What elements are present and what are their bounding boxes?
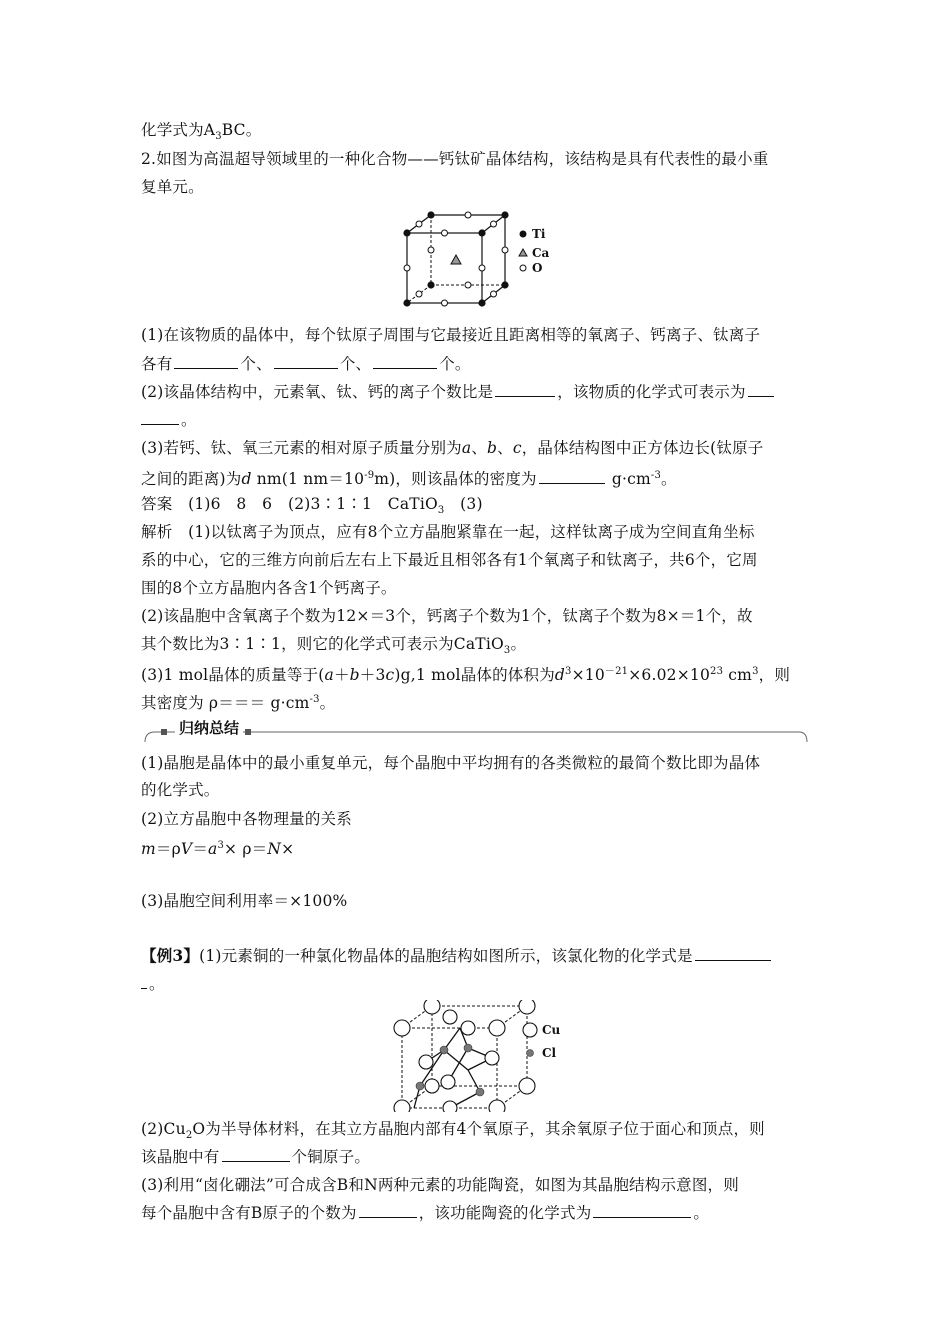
answer-blank[interactable] [373,354,437,369]
question-1-line: (1)在该物质的晶体中，每个钛原子周围与它最接近且距离相等的氧离子、钙离子、钛离子 [141,326,761,344]
question-2-line: 2.如图为高温超导领域里的一种化合物——钙钛矿晶体结构，该结构是具有代表性的最小重 [141,150,769,168]
superscript: 23 [710,666,724,677]
var-c: c [385,666,395,685]
text: 个、 [240,355,272,373]
text: 答案 (1)6 8 6 (2)3∶1∶1 CaTiO [141,495,438,513]
explanation-line: 解析 (1)以钛离子为顶点，应有8个立方晶胞紧靠在一起，这样钛离子成为空间直角坐标 [141,523,755,541]
text: 。 [661,470,677,489]
answer-blank[interactable] [141,410,179,425]
answer-blank[interactable] [222,1147,290,1162]
text: 化学式为A [141,121,216,139]
text: (1)元素铜的一种氯化物晶体的晶胞结构如图所示，该氯化物的化学式是 [199,947,693,965]
question-3-line-cont [141,465,677,490]
text: ＋ [333,666,350,685]
text: ×6.02×10 [628,666,711,685]
text: (3)1 mol晶体的质量等于( [141,666,325,685]
text: 每个晶胞中含有B原子的个数为 [141,1204,357,1222]
superscript: 3 [217,840,225,851]
perovskite-diagram [395,205,565,315]
var-n: N [267,840,282,859]
legend-o: O [532,261,543,275]
text: cm [723,666,753,685]
text: O为半导体材料，在其立方晶胞内部有4个氧原子，其余氧原子位于面心和顶点，则 [192,1120,765,1138]
example-3-part-2-cont [141,1146,370,1168]
text: × ρ＝ [224,840,268,859]
text: 。 [149,975,165,993]
answer-blank[interactable] [141,974,147,989]
text: 其密度为 ρ＝＝＝ g·cm [141,694,310,713]
text: BC。 [221,121,262,139]
text: × [281,840,295,859]
superscript: 3 [752,666,759,677]
example-3-line-cont [141,973,165,995]
var-c: c [512,439,522,457]
var-a: a [208,840,218,859]
legend-cl: Cl [542,1046,557,1060]
text: 、 [471,439,488,457]
text: nm(1 nm＝10 [251,470,365,489]
var-a: a [461,439,472,457]
example-3-part-3: (3)利用“卤化硼法”可合成含B和N两种元素的功能陶瓷，如图为其晶胞结构示意图，则 [141,1176,739,1194]
explanation-line: (2)该晶胞中含氧离子个数为12×＝3个，钙离子个数为1个，钛离子个数为8×＝1个，故 [141,607,753,625]
text: 个铜原子。 [291,1148,371,1166]
text: ＝ρ [155,840,181,859]
text: ＝ [192,840,209,859]
text: 。 [693,1204,710,1222]
legend-ti: Ti [532,227,546,241]
text: ×10 [571,666,605,685]
explanation-line: 围的8个立方晶胞内各含1个钙离子。 [141,579,397,597]
var-b: b [349,666,360,685]
answer-blank[interactable] [539,469,605,484]
text-line [141,119,261,148]
answer-blank[interactable] [593,1203,691,1218]
summary-title: 归纳总结 [175,717,243,738]
text: 。 [319,694,336,713]
example-3-line [141,945,773,967]
text: ，该功能陶瓷的化学式为 [418,1204,592,1222]
subscript: 3 [503,645,511,657]
text: 该晶胞中有 [141,1148,220,1166]
answer-line [141,493,483,522]
superscript: -9 [364,470,375,481]
copper-chloride-cell-figure [390,1000,575,1112]
text: 个。 [439,355,471,373]
text: 、 [497,439,513,457]
text: 各有 [141,355,173,373]
answer-blank[interactable] [748,382,774,397]
text: ，晶体结构图中正方体边长(钛原子 [521,439,764,457]
superscript: -3 [309,694,320,705]
text: m)，则该晶体的密度为 [374,470,537,489]
superscript: 3 [565,666,572,677]
text: ，该物质的化学式可表示为 [557,383,746,401]
question-2-line-cont [141,409,197,431]
copper-chloride-diagram [390,1000,575,1112]
answer-blank[interactable] [495,382,555,397]
var-d: d [241,470,252,489]
example-label: 【例3】 [141,946,200,965]
legend-ca: Ca [532,246,550,260]
superscript: -3 [650,470,662,481]
superscript: －21 [604,666,629,677]
question-3-line [141,437,763,459]
text: g·cm [606,470,651,489]
text: ，则 [758,666,791,685]
var-a: a [324,666,334,685]
subscript: 3 [215,131,222,143]
formula-line [141,835,294,860]
text-line: 复单元。 [141,178,204,196]
explanation-line [141,689,335,714]
question-2-line [141,381,776,403]
answer-blank[interactable] [359,1203,417,1218]
subscript: 3 [437,505,445,517]
text: 。 [510,635,527,653]
text: ＋3 [359,666,386,685]
answer-blank[interactable] [274,354,338,369]
example-3-part-2 [141,1118,765,1147]
text: (2)该晶体结构中，元素氧、钛、钙的离子个数比是 [141,383,494,401]
summary-line: 的化学式。 [141,781,220,799]
summary-line: (1)晶胞是晶体中的最小重复单元，每个晶胞中平均拥有的各类微粒的最简个数比即为晶体 [141,754,761,772]
var-v: V [180,840,193,859]
subscript: 2 [185,1130,193,1142]
var-d: d [554,666,566,685]
text: (2)Cu [141,1120,186,1138]
text: (3) [444,495,483,513]
var-m: m [141,840,156,859]
summary-header [141,719,809,742]
text: 其个数比为3∶1∶1，则它的化学式可表示为CaTiO [141,635,504,653]
answer-blank[interactable] [174,354,238,369]
summary-line: (3)晶胞空间利用率＝×100% [141,892,348,910]
text: 。 [181,411,197,429]
text: )g,1 mol晶体的体积为 [394,666,555,685]
answer-blank[interactable] [695,946,771,961]
text: (3)若钙、钛、氧三元素的相对原子质量分别为 [141,439,462,457]
explanation-line: 系的中心，它的三维方向前后左右上下最近且相邻各有1个氧离子和钛离子，共6个，它周 [141,551,758,569]
perovskite-cell-figure [395,205,565,315]
example-3-part-3-cont [141,1202,709,1224]
summary-line: (2)立方晶胞中各物理量的关系 [141,810,352,828]
text: 之间的距离)为 [141,470,242,489]
var-b: b [487,439,498,457]
text: 个、 [339,355,372,373]
legend-cu: Cu [542,1023,561,1037]
question-1-blanks [141,353,471,375]
explanation-line [141,661,790,686]
explanation-line [141,633,526,662]
